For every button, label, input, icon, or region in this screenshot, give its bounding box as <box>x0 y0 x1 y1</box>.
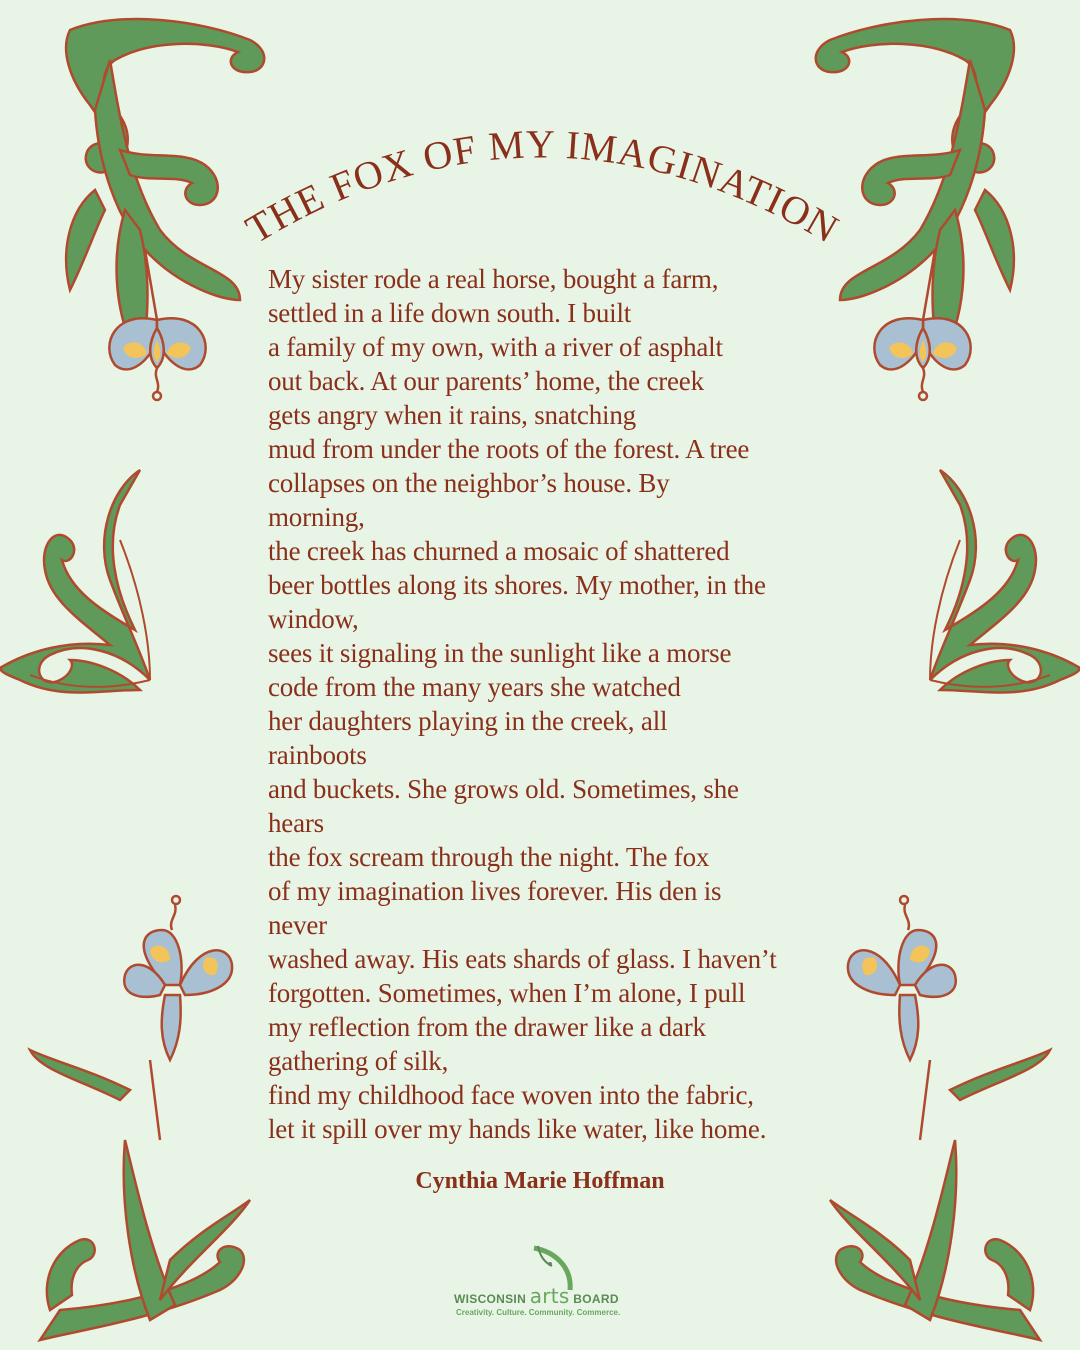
poem-line: washed away. His eats shards of glass. I haven’t <box>268 944 777 974</box>
poem-line: forgotten. Sometimes, when I’m alone, I pull <box>268 978 746 1008</box>
poem-line: and buckets. She grows old. Sometimes, she <box>268 774 739 804</box>
poem-line: out back. At our parents’ home, the creek <box>268 366 704 396</box>
poem-line: rainboots <box>268 740 367 770</box>
poem-line: morning, <box>268 502 365 532</box>
logo-tagline: Creativity. Culture. Community. Commerce. <box>456 1308 621 1317</box>
logo-mid-word: arts <box>529 1284 570 1308</box>
wisconsin-arts-board-logo <box>440 1240 640 1320</box>
logo-wordmark <box>454 1284 619 1308</box>
poem-line: never <box>268 910 327 940</box>
poem-line: window, <box>268 604 359 634</box>
poem-title: THE FOX OF MY IMAGINATION <box>238 121 847 252</box>
poem-line: beer bottles along its shores. My mother, in the <box>268 570 766 600</box>
poem-line: gathering of silk, <box>268 1046 449 1076</box>
poem-line: hears <box>268 808 324 838</box>
poem-line: collapses on the neighbor’s house. By <box>268 468 670 498</box>
poem-line: the fox scream through the night. The fox <box>268 842 710 872</box>
poem-body <box>268 262 868 1146</box>
poem-line: a family of my own, with a river of asphalt <box>268 332 723 362</box>
poem-line: code from the many years she watched <box>268 672 681 702</box>
poem-line: my reflection from the drawer like a dark <box>268 1012 706 1042</box>
poem-line: gets angry when it rains, snatching <box>268 400 636 430</box>
poem-line: My sister rode a real horse, bought a farm, <box>268 264 719 294</box>
poem-line: of my imagination lives forever. His den is <box>268 876 722 906</box>
poem-line: the creek has churned a mosaic of shattered <box>268 536 730 566</box>
poem-line: find my childhood face woven into the fabric, <box>268 1080 754 1110</box>
poem-author: Cynthia Marie Hoffman <box>415 1168 665 1194</box>
poem-line: her daughters playing in the creek, all <box>268 706 668 736</box>
poem-line: settled in a life down south. I built <box>268 298 632 328</box>
poem-line: sees it signaling in the sunlight like a morse <box>268 638 732 668</box>
logo-right-word: BOARD <box>573 1292 619 1306</box>
poem-line: mud from under the roots of the forest. A tree <box>268 434 750 464</box>
poem-line: let it spill over my hands like water, like home. <box>268 1114 767 1144</box>
logo-left-word: WISCONSIN <box>454 1292 527 1306</box>
